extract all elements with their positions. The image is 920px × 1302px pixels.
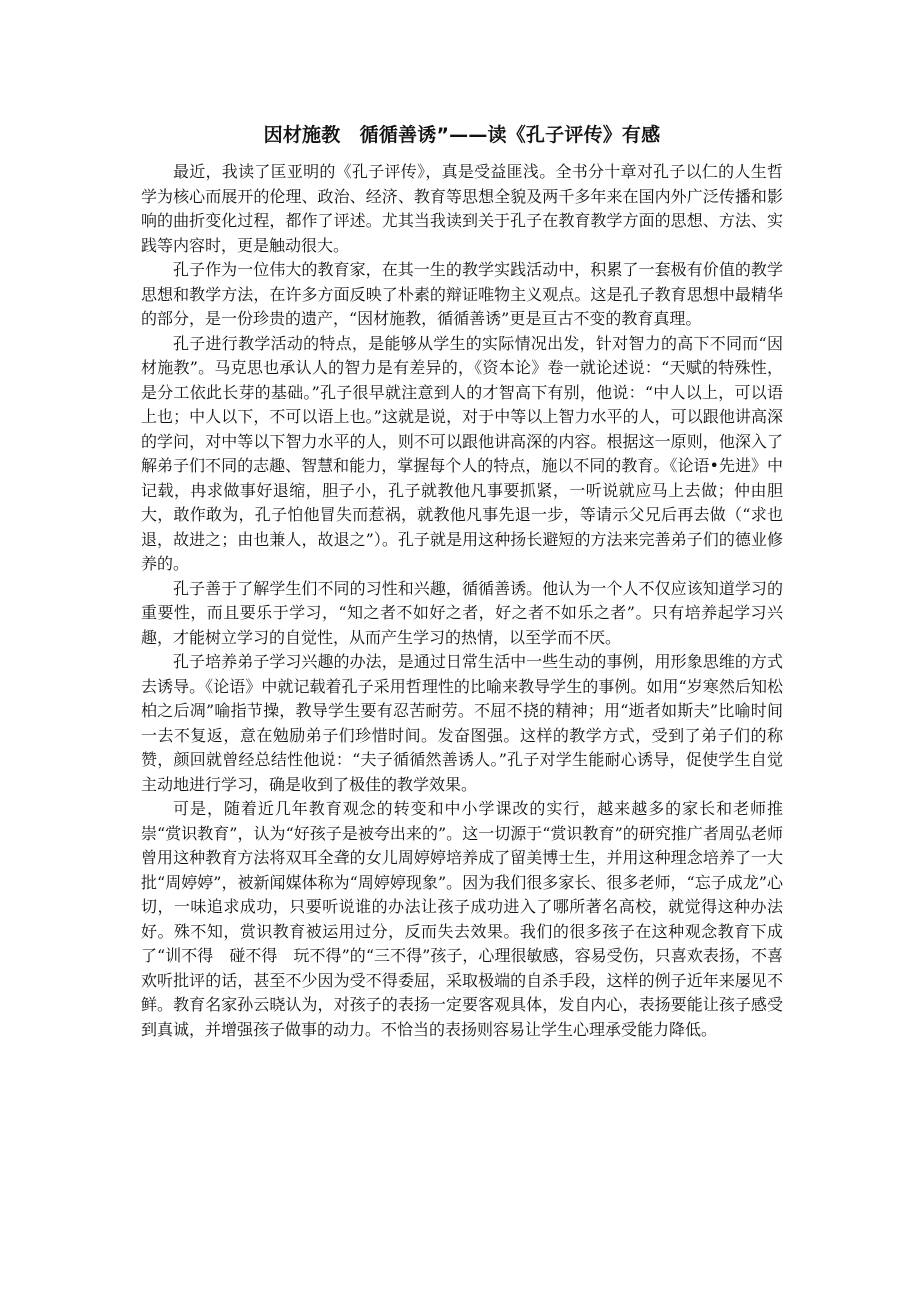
document-page (141, 118, 783, 1042)
document-body (141, 160, 783, 1042)
paragraph: 最近，我读了匡亚明的《孔子评传》，真是受益匪浅。全书分十章对孔子以仁的人生哲学为核心而展开的伦理、政治、经济、教育等思想全貌及两千多年来在国内外广泛传播和影响的曲折变化过程，都作了评述。尤其当我读到关于孔子在教育教学方面的思想、方法、实践等内容时，更是触动很大。 (141, 162, 783, 255)
paragraph: 孔子培养弟子学习兴趣的办法，是通过日常生活中一些生动的事例，用形象思维的方式去诱导。《论语》中就记载着孔子采用哲理性的比喻来教导学生的事例。如用“岁寒然后知松柏之后凋”喻指节操，教导学生要有忍苦耐劳。不屈不挠的精神；用“逝者如斯夫”比喻时间一去不复返，意在勉励弟子们珍惜时间。发奋图强。这样的教学方式，受到了弟子们的称赞，颜回就曾经总结性他说：“夫子循循然善诱人。”孔子对学生能耐心诱导，促使学生自觉主动地进行学习，确是收到了极佳的教学效果。 (141, 652, 783, 794)
paragraph: 孔子进行教学活动的特点，是能够从学生的实际情况出发，针对智力的高下不同而“因材施教”。马克思也承认人的智力是有差异的，《资本论》卷一就论述说：“天赋的特殊性，是分工依此长芽的基础。”孔子很早就注意到人的才智高下有别，他说：“中人以上，可以语上也；中人以下，不可以语上也。”这就是说，对于中等以上智力水平的人，可以跟他讲高深的学问，对中等以下智力水平的人，则不可以跟他讲高深的内容。根据这一原则，他深入了解弟子们不同的志趣、智慧和能力，掌握每个人的特点，施以不同的教育。《论语•先进》中记载，冉求做事好退缩，胆子小，孔子就教他凡事要抓紧，一听说就应马上去做；仲由胆大，敢作敢为，孔子怕他冒失而惹祸，就教他凡事先退一步，等请示父兄后再去做（“求也退，故进之；由也兼人，故退之”）。孔子就是用这种扬长避短的方法来完善弟子们的德业修养的。 (141, 333, 783, 573)
paragraph: 孔子善于了解学生们不同的习性和兴趣，循循善诱。他认为一个人不仅应该知道学习的重要性，而且要乐于学习，“知之者不如好之者，好之者不如乐之者”。只有培养起学习兴趣，才能树立学习的自觉性，从而产生学习的热情，以至学而不厌。 (141, 578, 783, 647)
document-title: 因材施教 循循善诱”——读《孔子评传》有感 (263, 124, 661, 146)
paragraph: 孔子作为一位伟大的教育家，在其一生的教学实践活动中，积累了一套极有价值的教学思想和教学方法，在许多方面反映了朴素的辩证唯物主义观点。这是孔子教育思想中最精华的部分，是一份珍贵的遗产，“因材施教，循循善诱”更是亘古不变的教育真理。 (141, 260, 783, 328)
paragraph: 可是，随着近几年教育观念的转变和中小学课改的实行，越来越多的家长和老师推崇“赏识教育”，认为“好孩子是被夸出来的”。这一切源于“赏识教育”的研究推广者周弘老师曾用这种教育方法将双耳全聋的女儿周婷婷培养成了留美博士生，并用这种理念培养了一大批“周婷婷”，被新闻媒体称为“周婷婷现象”。因为我们很多家长、很多老师，“忘子成龙”心切，一味追求成功，只要听说谁的办法让孩子成功进入了哪所著名高校，就觉得这种办法好。殊不知，赏识教育被运用过分，反而失去效果。我们的很多孩子在这种观念教育下成了“训不得 碰不得 玩不得”的“三不得”孩子，心理很敏感，容易受伤，只喜欢表扬，不喜欢听批评的话，甚至不少因为受不得委屈，采取极端的自杀手段，这样的例子近年来屡见不鲜。教育名家孙云晓认为，对孩子的表扬一定要客观具体，发自内心，表扬要能让孩子感受到真诚，并增强孩子做事的动力。不恰当的表扬则容易让学生心理承受能力降低。 (141, 799, 783, 1039)
